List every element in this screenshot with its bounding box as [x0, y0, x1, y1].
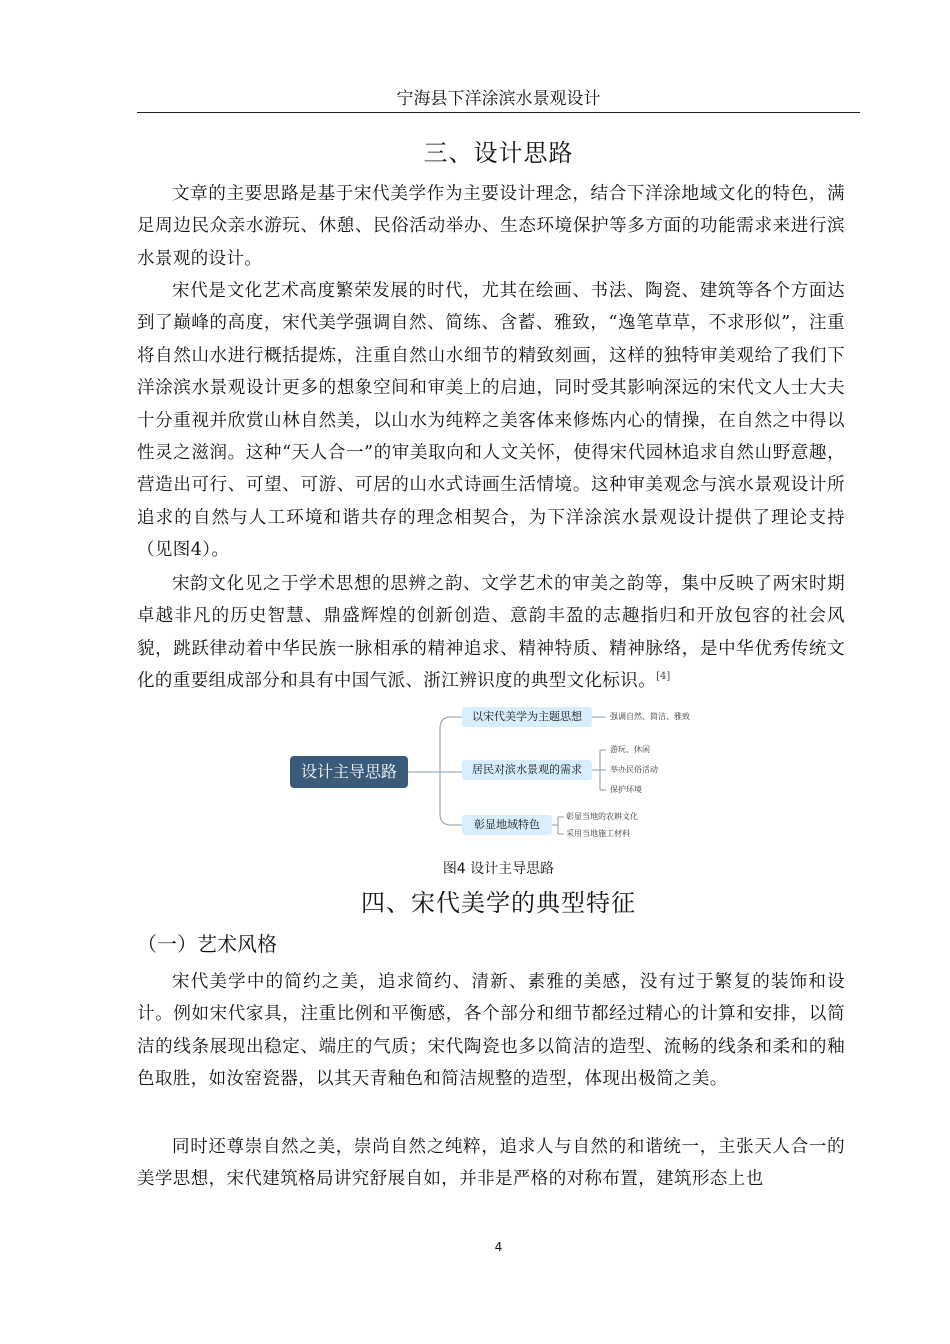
section-4-heading: 四、宋代美学的典型特征	[361, 889, 636, 917]
mindmap-leaf: 采用当地施工材料	[566, 829, 630, 838]
running-header: 宁海县下洋涂滨水景观设计	[396, 89, 601, 109]
section-3-paragraph-3-text: 宋韵文化见之于学术思想的思辨之韵、文学艺术的审美之韵等，集中反映了两宋时期卓越非凡的历史智慧、鼎盛辉煌的创新创造、意韵丰盈的志趣指归和开放包容的社会风貌，跳跃律动着中华民族一脉相承的精神追求、精神特质、精神脉络，是中华优秀传统文化的重要组成部分和具有中国气派、浙江辨识度的典型文化标识。	[137, 574, 845, 692]
branch-1-connector	[440, 717, 462, 772]
mindmap-leaf: 游玩、休闲	[610, 745, 650, 754]
mindmap-branch-3: 彰显地域特色	[462, 815, 552, 835]
section-3-paragraph-1: 文章的主要思路是基于宋代美学作为主要设计理念，结合下洋涂地域文化的特色，满足周边民众亲水游玩、休憩、民俗活动举办、生态环境保护等多方面的功能需求来进行滨水景观的设计。	[137, 184, 845, 269]
design-mindmap-figure	[290, 700, 710, 840]
section-4-paragraph-1: 宋代美学中的简约之美，追求简约、清新、素雅的美感，没有过于繁复的装饰和设计。例如宋代家具，注重比例和平衡感，各个部分和细节都经过精心的计算和安排，以简洁的线条展现出稳定、端庄的气质；宋代陶瓷也多以简洁的造型、流畅的线条和柔和的釉色取胜，如汝窑瓷器，以其天青釉色和简洁规整的造型，体现出极简之美。	[137, 972, 845, 1090]
mindmap-leaf: 彰显当地的农耕文化	[566, 812, 638, 821]
citation-marker: [4]	[656, 671, 671, 683]
leaf-group-3-connector	[552, 817, 564, 834]
mindmap-root-node: 设计主导思路	[290, 756, 408, 788]
mindmap-leaf: 强调自然、简洁、雅致	[610, 712, 690, 721]
section-4-subheading: （一）艺术风格	[137, 932, 277, 956]
section-4-paragraph-2: 同时还尊崇自然之美，崇尚自然之纯粹，追求人与自然的和谐统一，主张天人合一的美学思想，宋代建筑格局讲究舒展自如，并非是严格的对称布置，建筑形态上也	[137, 1137, 845, 1190]
mindmap-branch-2: 居民对滨水景观的需求	[462, 760, 592, 780]
leaf-group-2-connector	[592, 750, 606, 790]
branch-3-connector	[440, 772, 462, 825]
mindmap-branch-1: 以宋代美学为主题思想	[462, 707, 592, 727]
mindmap-leaf: 举办民俗活动	[610, 765, 658, 774]
mindmap-leaf: 保护环境	[610, 785, 642, 794]
figure-caption: 图4 设计主导思路	[442, 861, 555, 877]
page-number: 4	[494, 1240, 503, 1254]
header-rule	[137, 112, 860, 113]
section-3-heading: 三、设计思路	[423, 139, 574, 167]
section-3-paragraph-3	[137, 568, 845, 698]
section-3-paragraph-2: 宋代是文化艺术高度繁荣发展的时代，尤其在绘画、书法、陶瓷、建筑等各个方面达到了巅峰的高度，宋代美学强调自然、简练、含蓄、雅致，“逸笔草草，不求形似”，注重将自然山水进行概括提炼，注重自然山水细节的精致刻画，这样的独特审美观给了我们下洋涂滨水景观设计更多的想象空间和审美上的启迪，同时受其影响深远的宋代文人士大夫十分重视并欣赏山林自然美，以山水为纯粹之美客体来修炼内心的情操，在自然之中得以性灵之滋润。这种“天人合一”的审美取向和人文关怀，使得宋代园林追求自然山野意趣，营造出可行、可望、可游、可居的山水式诗画生活情境。这种审美观念与滨水景观设计所追求的自然与人工环境和谐共存的理念相契合，为下洋涂滨水景观设计提供了理论支持（见图4）。	[137, 281, 845, 561]
